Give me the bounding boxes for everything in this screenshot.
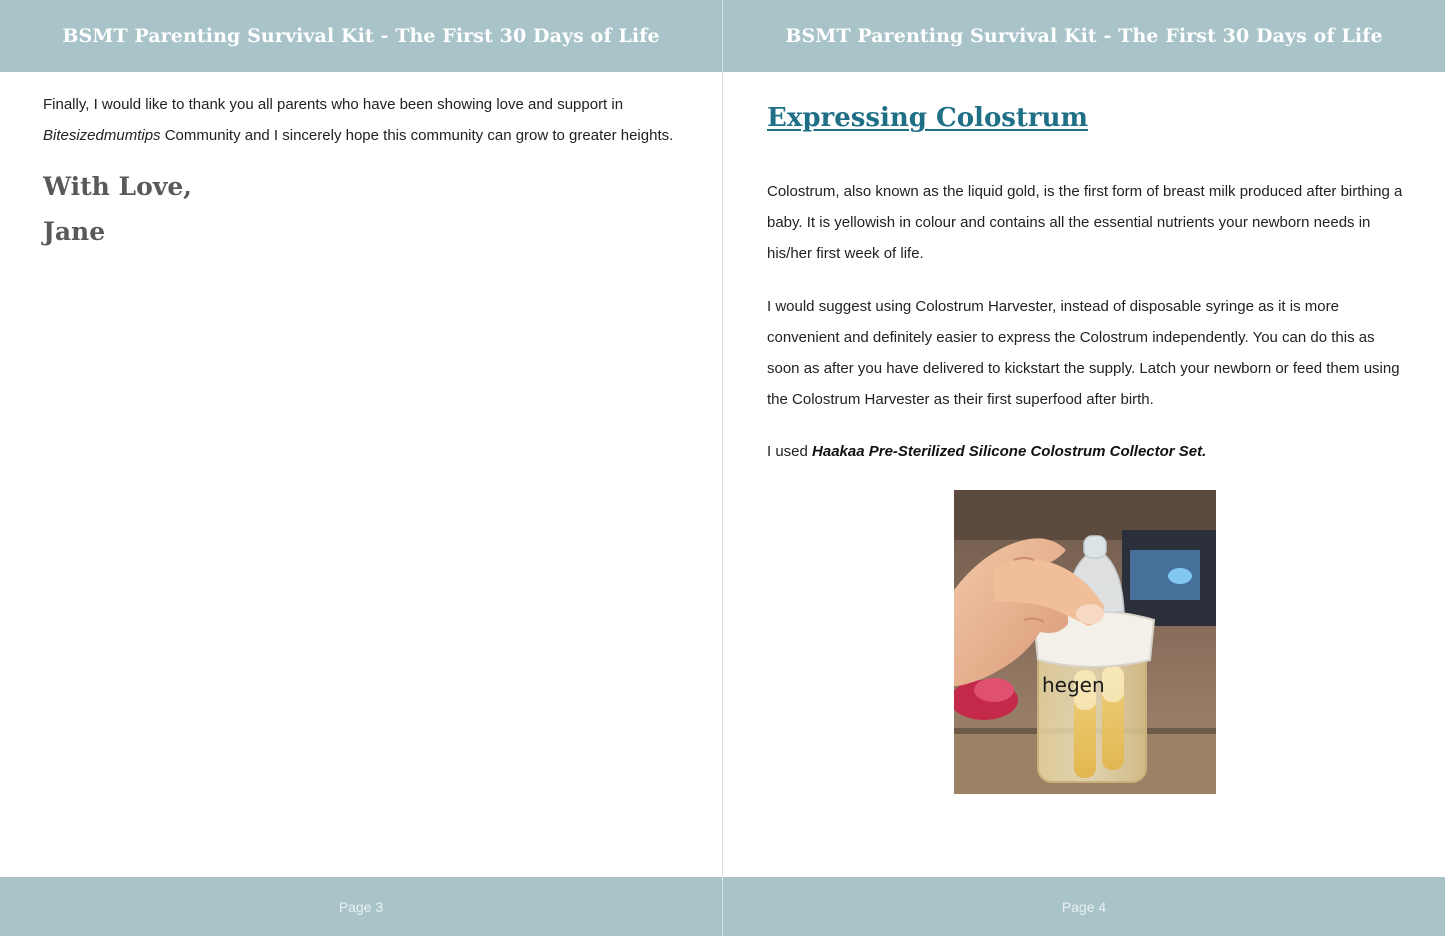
colostrum-intro-paragraph: Colostrum, also known as the liquid gold, is the first form of breast milk produced after birthing a baby. It is yellowish in colour and contains all the essential nutrients your newborn needs in his/her first week of life. <box>767 183 1403 262</box>
page-footer <box>0 877 722 936</box>
community-name: Bitesizedmumtips <box>43 127 161 144</box>
bottle-brand-label: hegen <box>1042 673 1105 697</box>
page-3 <box>0 0 722 936</box>
thanks-paragraph <box>43 89 703 151</box>
header-title: BSMT Parenting Survival Kit - The First 30 Days of Life <box>785 25 1383 47</box>
product-name: Haakaa Pre-Sterilized Silicone Colostrum Collector Set. <box>812 443 1207 460</box>
harvester-suggestion-paragraph: I would suggest using Colostrum Harvester, instead of disposable syringe as it is more convenient and definitely easier to express the Colostrum independently. You can do this as soon as after you have delivered to kickstart the supply. Latch your newborn or feed them using the Colostrum Harvester as their first superfood after birth. <box>767 298 1400 408</box>
page-header <box>723 0 1445 72</box>
page-4 <box>722 0 1445 936</box>
colostrum-bottle-photo <box>954 490 1216 794</box>
bottle-photo-illustration <box>954 490 1216 794</box>
product-used-paragraph <box>767 436 1407 467</box>
thanks-text-end: Community and I sincerely hope this community can grow to greater heights. <box>160 127 674 144</box>
product-prefix: I used <box>767 443 813 460</box>
page-number: Page 4 <box>1061 898 1107 915</box>
page-number: Page 3 <box>338 898 384 915</box>
thanks-text-start: Finally, I would like to thank you all parents who have been showing love and support in <box>43 96 624 113</box>
signoff-greeting: With Love, <box>43 172 192 201</box>
page-header <box>0 0 722 72</box>
header-title: BSMT Parenting Survival Kit - The First 30 Days of Life <box>62 25 660 47</box>
page-footer <box>723 877 1445 936</box>
signoff <box>43 164 192 254</box>
signoff-name: Jane <box>43 217 106 246</box>
section-title-link[interactable]: Expressing Colostrum <box>767 103 1089 133</box>
